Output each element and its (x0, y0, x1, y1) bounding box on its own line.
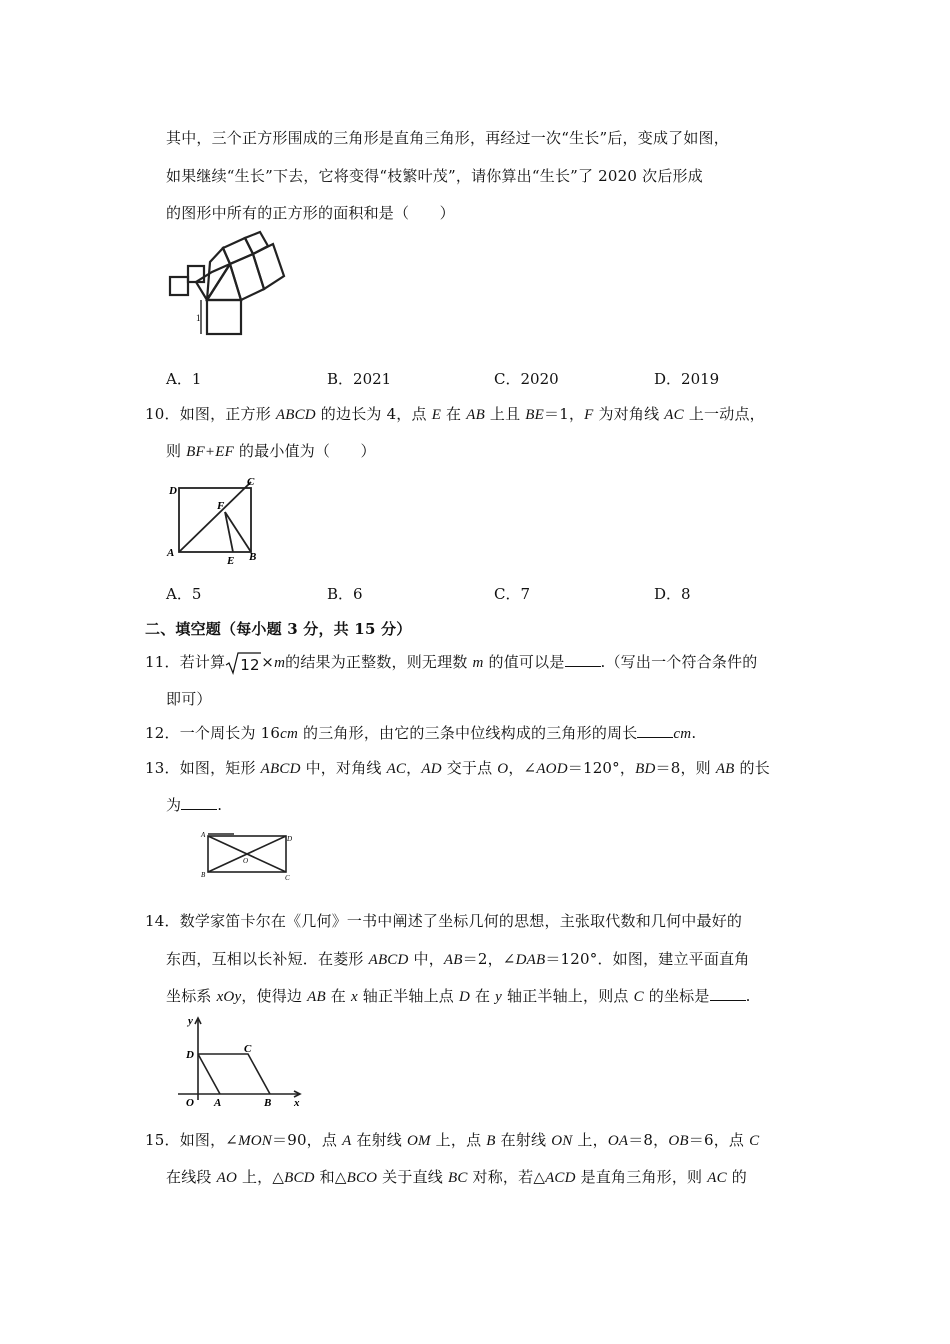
q13-t2: 中，对角线 (300, 759, 387, 777)
q13-t6: ＝120°， (567, 759, 636, 777)
q14-var-dab: DAB (515, 952, 546, 968)
q15-var-oa: OA (607, 1133, 629, 1149)
q11-t3: 的值可以是 (483, 653, 565, 671)
q15-text-line1 (145, 1130, 759, 1151)
q14-t9: 轴正半轴上点 (357, 987, 459, 1005)
q12-answer-blank[interactable] (637, 723, 673, 738)
q15-t3: 在射线 (351, 1131, 407, 1149)
q11-var-m: m (274, 655, 286, 671)
q10-t9: 的最小值为（ ） (233, 442, 376, 460)
q15-text-line2 (166, 1167, 747, 1188)
q15-t15: 的 (726, 1168, 747, 1186)
q14-t6: 坐标系 (166, 987, 217, 1005)
q10-label-e: E (227, 555, 235, 567)
q10-var-ab: AB (466, 407, 485, 423)
q9-text-line2: 如果继续“生长”下去，它将变得“枝繁叶茂”，请你算出“生长”了 2020 次后形成 (166, 167, 703, 185)
q14-label-o: O (186, 1097, 194, 1109)
q9-side-label: 1 (196, 313, 201, 323)
q11-var-m2: m (472, 655, 484, 671)
q9-option-c[interactable]: C．2020 (494, 370, 559, 388)
q11-t2: 的结果为正整数，则无理数 (285, 653, 473, 671)
q13-label-b: B (201, 871, 206, 879)
q14-t11: 轴正半轴上，则点 (502, 987, 634, 1005)
q13-answer-blank[interactable] (181, 795, 217, 810)
q15-var-ao: AO (216, 1170, 237, 1186)
q13-t4: 交于点 (441, 759, 498, 777)
q10-t3: 在 (441, 405, 467, 423)
q10-label-b: B (249, 551, 257, 563)
q12-t2: 的三角形，由它的三条中位线构成的三角形的周长 (298, 724, 638, 742)
q13-label-c: C (285, 874, 290, 882)
q15-var-ob: OB (668, 1133, 689, 1149)
q13-t1: 如图，矩形 (179, 759, 261, 777)
q13-var-ac: AC (386, 761, 407, 777)
q10-option-b[interactable]: B．6 (327, 585, 363, 603)
q15-t4: 上，点 (430, 1131, 487, 1149)
q10-option-a[interactable]: A．5 (166, 585, 202, 603)
q14-var-d: D (458, 989, 471, 1005)
q15-t7: ＝8， (628, 1131, 669, 1149)
q9-option-b[interactable]: B．2021 (327, 370, 392, 388)
q15-t14: 是直角三角形，则 (575, 1168, 708, 1186)
q11-radicand: 12 (240, 656, 260, 674)
q10-t4: 上且 (484, 405, 526, 423)
q14-t12: 的坐标是 (643, 987, 710, 1005)
q13-var-aod: AOD (536, 761, 568, 777)
q10-t5: ＝1， (544, 405, 585, 423)
q15-var-c: C (749, 1133, 760, 1149)
q14-t7: ，使得边 (241, 987, 308, 1005)
q10-var-bfef: BF+EF (186, 444, 234, 460)
q14-text-line3 (166, 986, 751, 1007)
q15-t5: 在射线 (495, 1131, 552, 1149)
q10-option-c[interactable]: C．7 (494, 585, 531, 603)
q14-text-line2 (166, 949, 749, 970)
q15-t11: 和△ (314, 1168, 347, 1186)
q14-t1: 数学家笛卡尔在《几何》一书中阐述了坐标几何的思想，主张取代数和几何中最好的 (179, 912, 743, 930)
q14-label-c: C (244, 1043, 252, 1055)
q11-t1: 若计算 (179, 653, 226, 671)
q10-t8: 则 (166, 442, 187, 460)
q10-text-line1 (145, 404, 765, 425)
q14-t3: 中， (408, 950, 444, 968)
q10-text-line2 (166, 441, 376, 462)
q14-var-xoy: xOy (216, 989, 242, 1005)
sqrt-symbol-icon (225, 653, 261, 673)
q14-t13: . (745, 987, 751, 1005)
q15-var-a: A (342, 1133, 352, 1149)
q14-number: 14． (145, 912, 180, 930)
q15-t12: 关于直线 (377, 1168, 448, 1186)
q15-var-on: ON (551, 1133, 573, 1149)
q13-label-d: D (287, 835, 293, 843)
q10-var-ac: AC (664, 407, 684, 423)
q14-t5: ＝120°．如图，建立平面直角 (545, 950, 750, 968)
q10-t7: 上一动点， (683, 405, 765, 423)
q10-square-figure (165, 474, 265, 570)
q15-var-om: OM (406, 1133, 431, 1149)
q13-rectangle-figure (198, 828, 298, 882)
q11-text-line1 (145, 652, 758, 673)
q12-t1: 一个周长为 16 (179, 724, 281, 742)
q13-t10: . (217, 796, 223, 814)
q9-text-line1: 其中，三个正方形围成的三角形是直角三角形，再经过一次“生长”后，变成了如图， (166, 129, 729, 147)
q12-unit-cm2: cm (673, 726, 692, 742)
q14-coordinate-figure (172, 1012, 312, 1112)
q11-times: × (261, 653, 275, 671)
q11-answer-blank[interactable] (565, 652, 601, 667)
q9-pythagoras-tree-figure (160, 232, 300, 344)
q14-text-line1 (145, 911, 742, 931)
q13-t7: ＝8，则 (655, 759, 716, 777)
q15-number: 15． (145, 1131, 180, 1149)
q15-t9: 在线段 (166, 1168, 217, 1186)
q10-var-abcd: ABCD (275, 407, 316, 423)
q13-var-ab: AB (715, 761, 735, 777)
q10-label-c: C (247, 476, 255, 488)
section-fill-in-blank-heading: 二、填空题（每小题 3 分，共 15 分） (145, 620, 412, 638)
q14-label-y: y (188, 1015, 193, 1027)
q14-var-ab: AB (443, 952, 463, 968)
q9-option-a[interactable]: A．1 (166, 370, 202, 388)
q14-label-a: A (214, 1097, 222, 1109)
q14-var-ab2: AB (307, 989, 326, 1005)
q15-var-bco: BCO (346, 1170, 378, 1186)
q14-t2: 东西，互相以长补短．在菱形 (166, 950, 369, 968)
q14-label-x: x (294, 1097, 300, 1109)
q14-t10: 在 (470, 987, 496, 1005)
q10-var-f: F (584, 407, 594, 423)
q9-text-line3: 的图形中所有的正方形的面积和是（ ） (166, 204, 455, 222)
q15-t1: 如图，∠ (179, 1131, 239, 1149)
q15-var-b: B (486, 1133, 496, 1149)
q10-label-f: F (217, 500, 225, 512)
q14-var-x: x (350, 989, 358, 1005)
q14-var-c: C (633, 989, 644, 1005)
q14-label-d: D (186, 1049, 194, 1061)
q14-label-b: B (264, 1097, 272, 1109)
q13-var-ad: AD (421, 761, 442, 777)
q12-text (145, 723, 696, 744)
q10-t6: 为对角线 (593, 405, 665, 423)
q12-unit-cm: cm (280, 726, 299, 742)
q15-t2: ＝90，点 (272, 1131, 343, 1149)
q15-var-mon: MON (238, 1133, 272, 1149)
q15-var-acd: ACD (545, 1170, 576, 1186)
q10-label-a: A (167, 547, 175, 559)
q15-t8: ＝6，点 (688, 1131, 750, 1149)
q13-t8: 的长 (734, 759, 770, 777)
q11-text-line2: 即可） (166, 690, 212, 708)
q13-var-bd: BD (635, 761, 656, 777)
q13-t3: ， (406, 759, 422, 777)
q13-var-o: O (497, 761, 509, 777)
q10-option-d[interactable]: D．8 (654, 585, 691, 603)
q13-label-o: O (243, 857, 249, 865)
q13-t5: ，∠ (508, 759, 537, 777)
q15-t13: 对称，若△ (467, 1168, 546, 1186)
q12-number: 12． (145, 724, 180, 742)
q15-var-bc: BC (447, 1170, 468, 1186)
q13-var-abcd: ABCD (260, 761, 301, 777)
q14-var-abcd: ABCD (368, 952, 409, 968)
q14-t4: ＝2，∠ (462, 950, 516, 968)
q14-var-y: y (495, 989, 503, 1005)
q13-text-line2 (166, 795, 222, 815)
q10-var-e: E (431, 407, 442, 423)
q9-option-d[interactable]: D．2019 (654, 370, 720, 388)
q13-t9: 为 (166, 796, 182, 814)
q15-var-ac: AC (707, 1170, 727, 1186)
q15-t10: 上，△ (236, 1168, 285, 1186)
q14-answer-blank[interactable] (710, 986, 746, 1001)
q14-t8: 在 (325, 987, 351, 1005)
q15-t6: 上， (572, 1131, 608, 1149)
q11-number: 11． (145, 653, 180, 671)
q10-t1: 如图，正方形 (179, 405, 276, 423)
q12-t3: . (691, 724, 697, 742)
q10-number: 10． (145, 405, 180, 423)
q13-label-a: A (201, 831, 206, 839)
q15-var-bcd: BCD (284, 1170, 315, 1186)
q10-t2: 的边长为 4，点 (315, 405, 432, 423)
q13-text-line1 (145, 758, 770, 779)
q11-t4: .（写出一个符合条件的 (600, 653, 758, 671)
q10-var-be: BE (525, 407, 545, 423)
q13-number: 13． (145, 759, 180, 777)
q10-label-d: D (169, 485, 177, 497)
